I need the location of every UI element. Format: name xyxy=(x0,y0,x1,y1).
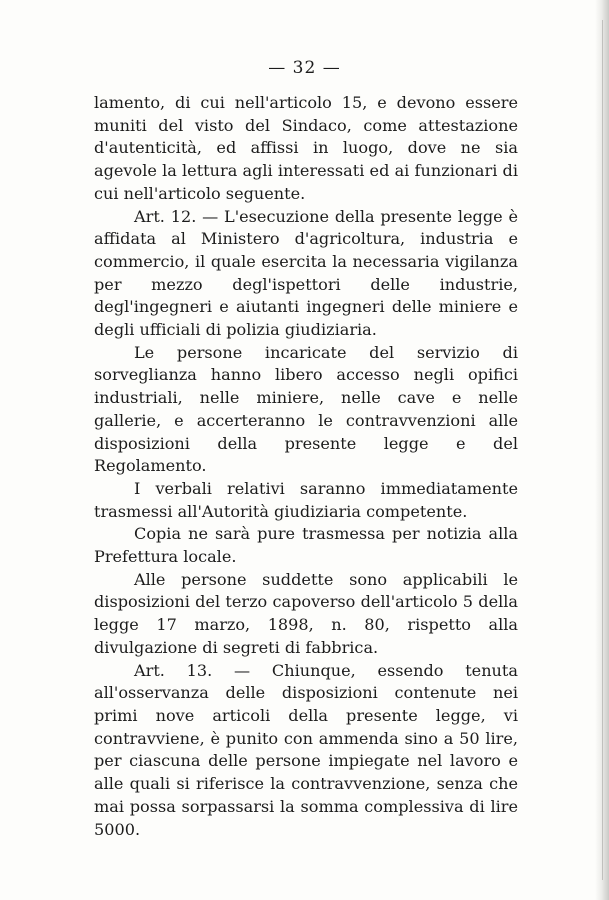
paragraph-sorveglianza: Le persone incaricate del servizio di sorveglianza hanno libero accesso negli opifici industriali, nelle miniere, nelle cave e nelle gallerie, e accerteranno le contravvenzioni alle disposizioni della presente legge e del Regolamento. xyxy=(94,342,518,476)
paragraph-continuation: lamento, di cui nell'articolo 15, e devono essere muniti del visto del Sindaco, come attestazione d'autenticità, ed affissi in luogo, dove ne sia agevole la lettura agli interessati ed ai funzionari di cui nell'articolo seguente. xyxy=(94,93,518,203)
paragraph-segreti: Alle persone suddette sono applicabili le disposizioni del terzo capoverso dell'articolo 5 della legge 17 marzo, 1898, n. 80, rispetto alla divulgazione di segreti di fabbrica. xyxy=(94,569,518,657)
paragraph-verbali: I verbali relativi saranno immediatamente trasmessi all'Autorità giudiziaria competente. xyxy=(94,478,518,521)
paragraph-article-12: Art. 12. — L'esecuzione della presente legge è affidata al Ministero d'agricoltura, industria e commercio, il quale esercita la necessaria vigilanza per mezzo degl'ispettori delle industrie, degl'ingegneri e aiutanti ingegneri delle miniere e degli ufficiali di polizia giudiziaria. xyxy=(94,206,518,340)
paragraph-article-13: Art. 13. — Chiunque, essendo tenuta all'osservanza delle disposizioni contenute nei primi nove articoli della presente legge, vi contravviene, è punito con ammenda sino a 50 lire, per ciascuna delle persone impiegate nel lavoro e alle quali si riferisce la contravvenzione, senza che mai possa sorpassarsi la somma complessiva di lire 5000. xyxy=(94,660,518,839)
body-text xyxy=(94,92,518,841)
page-edge-line xyxy=(602,20,603,880)
paragraph-copia: Copia ne sarà pure trasmessa per notizia alla Prefettura locale. xyxy=(94,524,518,567)
page-number: — 32 — xyxy=(268,58,341,78)
